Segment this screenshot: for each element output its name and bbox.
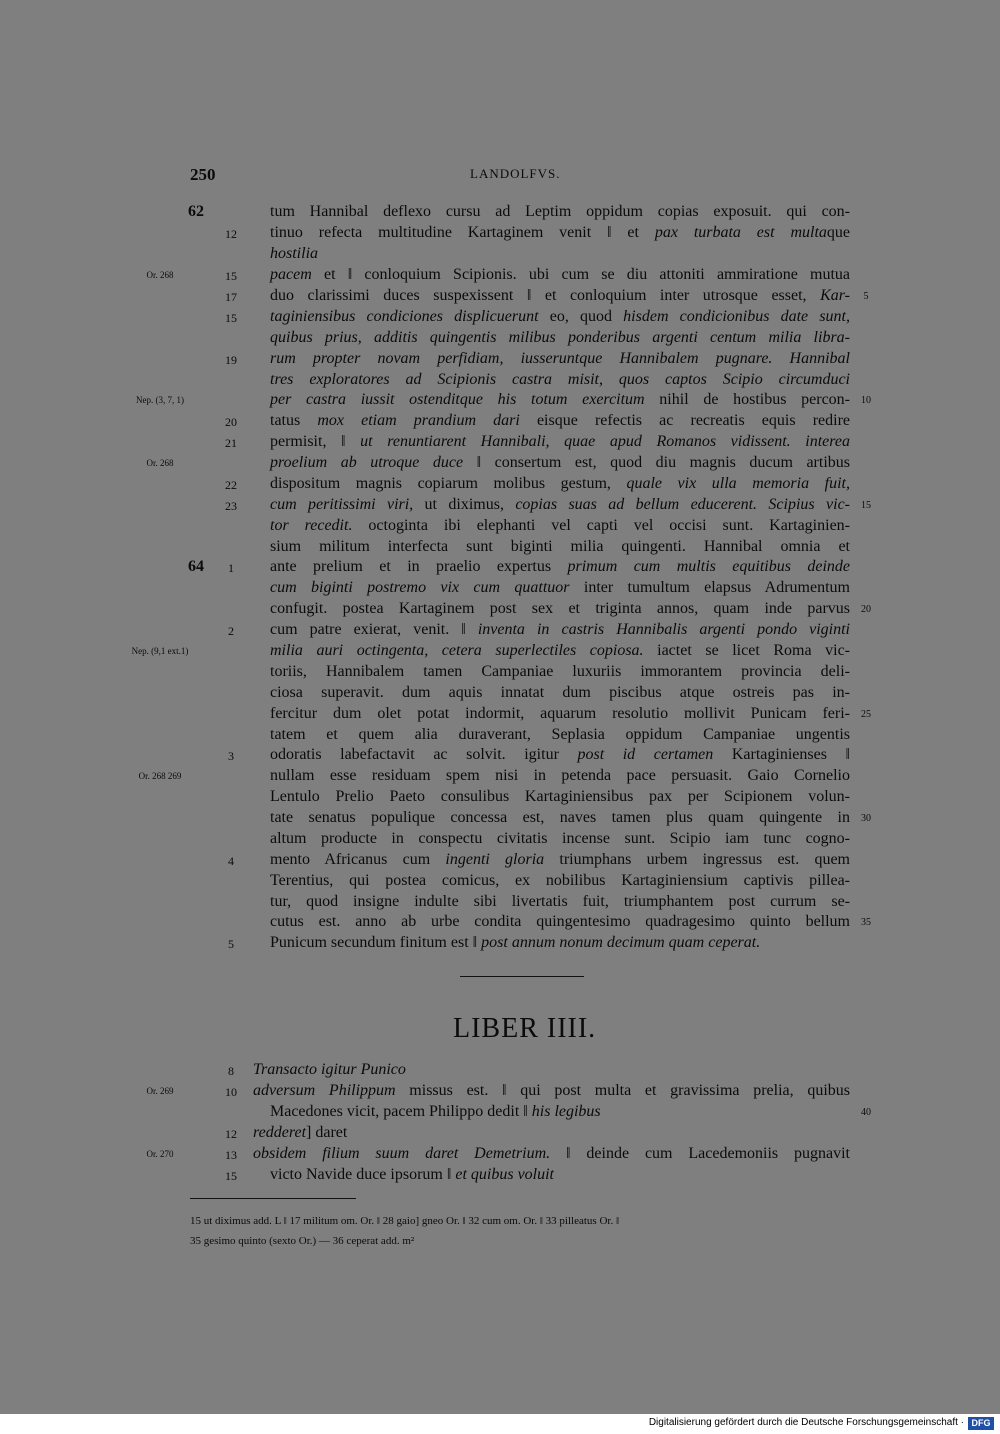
line-text: taginiensibus condiciones displicuerunt eo, quod hisdem condicionibus date sunt, xyxy=(270,308,850,325)
section-divider xyxy=(460,976,584,977)
line-number: 25 xyxy=(861,709,871,720)
line-number: 20 xyxy=(861,604,871,615)
verse-number: 20 xyxy=(225,415,237,429)
text-line xyxy=(0,1166,1000,1187)
line-text: quibus prius, additis quingentis milibus ponderibus argenti centum milia libra- xyxy=(270,329,850,346)
text-line xyxy=(0,1124,1000,1145)
text-line xyxy=(0,767,1000,788)
text-line xyxy=(0,287,1000,308)
text-line xyxy=(0,308,1000,329)
text-line xyxy=(0,788,1000,809)
footnote-line: 35 gesimo quinto (sexto Or.) — 36 ceperat add. m² xyxy=(190,1235,415,1247)
line-text: Terentius, qui postea comicus, ex nobilibus Kartaginiensium captivis pillea- xyxy=(270,872,850,889)
line-text: Transacto igitur Punico xyxy=(253,1061,406,1078)
book-marker: 62 xyxy=(188,203,204,220)
verse-number: 19 xyxy=(225,353,237,367)
line-text: cutus est. anno ab urbe condita quingentesimo quadragesimo quinto bellum xyxy=(270,913,850,930)
text-line xyxy=(0,726,1000,747)
verse-number: 2 xyxy=(228,624,234,638)
text-line xyxy=(0,684,1000,705)
text-line xyxy=(0,266,1000,287)
text-line xyxy=(0,538,1000,559)
text-line xyxy=(0,1061,1000,1082)
text-line xyxy=(0,224,1000,245)
line-text: Punicum secundum finitum est ‖ post annum nonum decimum quam ceperat. xyxy=(270,934,761,951)
source-ref: Or. 270 xyxy=(146,1149,174,1159)
verse-number: 15 xyxy=(225,311,237,325)
text-line xyxy=(0,642,1000,663)
line-text: adversum Philippum missus est. ‖ qui post multa et gravissima prelia, quibus xyxy=(253,1082,851,1099)
line-number: 30 xyxy=(861,813,871,824)
line-text: milia auri octingenta, cetera superlectiles copiosa. iactet se licet Roma vic- xyxy=(270,642,851,659)
source-ref: Or. 269 xyxy=(146,1086,174,1096)
line-number: 40 xyxy=(861,1107,871,1118)
line-text: redderet] daret xyxy=(253,1124,348,1141)
line-text: sium militum interfecta sunt biginti milia quingenti. Hannibal omnia et xyxy=(270,538,850,555)
line-text: ciosa superavit. dum aquis innatat dum piscibus atque ostreis pas in- xyxy=(270,684,850,701)
line-text: hostilia xyxy=(270,245,319,262)
line-text: tatem et quem alia duraverant, Seplasia oppidum Campaniae ungentis xyxy=(270,726,850,743)
line-text: proelium ab utroque duce ‖ consertum est, quod diu magnis ducum artibus xyxy=(270,454,851,471)
section-heading: LIBER IIII. xyxy=(453,1013,597,1044)
line-text: victo Navide duce ipsorum ‖ et quibus voluit xyxy=(270,1166,554,1183)
line-text: confugit. postea Kartaginem post sex et triginta annos, quam inde parvus xyxy=(270,600,850,617)
verse-number: 17 xyxy=(225,290,237,304)
verse-number: 12 xyxy=(225,1127,237,1141)
text-line xyxy=(0,705,1000,726)
line-text: pacem et ‖ conloquium Scipionis. ubi cum se diu attoniti ammiratione mutua xyxy=(270,266,850,283)
text-line xyxy=(0,475,1000,496)
line-text: odoratis labefactavit ac solvit. igitur post id certamen Kartaginienses ‖ xyxy=(270,746,851,763)
text-line xyxy=(0,830,1000,851)
line-text: Macedones vicit, pacem Philippo dedit ‖ his legibus xyxy=(270,1103,601,1120)
page-number: 250 xyxy=(190,165,216,184)
text-line xyxy=(0,412,1000,433)
line-number: 10 xyxy=(861,395,871,406)
text-line xyxy=(0,746,1000,767)
verse-number: 13 xyxy=(225,1148,237,1162)
verse-number: 3 xyxy=(228,749,234,763)
text-line xyxy=(0,872,1000,893)
text-line xyxy=(0,1145,1000,1166)
text-line xyxy=(0,851,1000,872)
line-text: ante prelium et in praelio expertus primum cum multis equitibus deinde xyxy=(270,558,851,575)
text-line xyxy=(0,600,1000,621)
verse-number: 8 xyxy=(228,1064,234,1078)
source-ref: Or. 268 xyxy=(146,270,174,280)
funding-notice: Digitalisierung gefördert durch die Deutsche Forschungsgemeinschaft · xyxy=(648,1417,964,1428)
line-text: cum biginti postremo vix cum quattuor inter tumultum elapsus Adrumentum xyxy=(270,579,850,596)
line-text: nullam esse residuam spem nisi in petenda pace persuasit. Gaio Cornelio xyxy=(270,767,850,784)
running-title: LANDOLFVS. xyxy=(470,166,561,181)
text-line xyxy=(0,621,1000,642)
source-ref: Nep. (3, 7, 1) xyxy=(136,395,184,405)
text-line xyxy=(0,433,1000,454)
verse-number: 21 xyxy=(225,436,237,450)
text-line xyxy=(0,454,1000,475)
verse-number: 5 xyxy=(228,937,234,951)
text-line xyxy=(0,329,1000,350)
text-line xyxy=(0,1082,1000,1103)
line-text: tinuo refecta multitudine Kartaginem venit ‖ et pax turbata est multaque xyxy=(270,224,851,241)
footer-bar xyxy=(0,1414,1000,1434)
line-text: duo clarissimi duces suspexissent ‖ et conloquium inter utrosque esset, Kar- xyxy=(270,287,850,304)
line-text: tate senatus populique concessa est, naves tamen plus quam quingente in xyxy=(270,809,850,826)
text-line xyxy=(0,913,1000,934)
text-line xyxy=(0,391,1000,412)
text-line xyxy=(0,558,1000,579)
text-line xyxy=(0,893,1000,914)
footnote-rule xyxy=(190,1198,356,1199)
text-line xyxy=(0,496,1000,517)
line-number: 35 xyxy=(861,917,871,928)
text-line xyxy=(0,1103,1000,1124)
line-text: mento Africanus cum ingenti gloria triumphans urbem ingressus est. quem xyxy=(270,851,850,868)
line-text: toriis, Hannibalem tamen Campaniae luxuriis immorantem provincia deli- xyxy=(270,663,850,680)
text-line xyxy=(0,350,1000,371)
line-text: fercitur dum olet potat indormit, aquarum resolutio mollivit Punicam feri- xyxy=(270,705,850,722)
verse-number: 4 xyxy=(228,854,234,868)
text-line xyxy=(0,663,1000,684)
verse-number: 12 xyxy=(225,227,237,241)
text-line xyxy=(0,203,1000,224)
line-text: dispositum magnis copiarum molibus gestum, quale vix ulla memoria fuit, xyxy=(270,475,850,492)
line-text: Lentulo Prelio Paeto consulibus Kartaginiensibus pax per Scipionem volun- xyxy=(270,788,850,805)
line-text: cum peritissimi viri, ut diximus, copias suas ad bellum educerent. Scipius vic- xyxy=(270,496,850,513)
line-text: tor recedit. octoginta ibi elephanti vel capti vel occisi sunt. Kartaginien- xyxy=(270,517,851,534)
verse-number: 15 xyxy=(225,1169,237,1183)
book-marker: 64 xyxy=(188,558,204,575)
source-ref: Or. 268 xyxy=(146,458,174,468)
line-text: altum producte in conspectu civitatis incense sunt. Scipio iam tunc cogno- xyxy=(270,830,850,847)
line-number: 5 xyxy=(863,291,869,302)
verse-number: 22 xyxy=(225,478,237,492)
verse-number: 23 xyxy=(225,499,237,513)
text-line xyxy=(0,579,1000,600)
text-line xyxy=(0,245,1000,266)
line-text: obsidem filium suum daret Demetrium. ‖ deinde cum Lacedemoniis pugnavit xyxy=(253,1145,851,1162)
line-text: per castra iussit ostenditque his totum exercitum nihil de hostibus percon- xyxy=(270,391,850,408)
line-text: tres exploratores ad Scipionis castra misit, quos captos Scipio circumduci xyxy=(270,371,850,388)
text-line xyxy=(0,371,1000,392)
text-line xyxy=(0,517,1000,538)
verse-number: 10 xyxy=(225,1085,237,1099)
line-text: tur, quod insigne indulte sibi livertatis fuit, triumphantem post currum se- xyxy=(270,893,850,910)
text-line xyxy=(0,934,1000,955)
dfg-logo-icon: DFG xyxy=(968,1417,994,1430)
line-text: tum Hannibal deflexo cursu ad Leptim oppidum copias exposuit. qui con- xyxy=(270,203,850,220)
verse-number: 15 xyxy=(225,269,237,283)
footnote-line: 15 ut diximus add. L ‖ 17 militum om. Or. ‖ 28 gaio] gneo Or. ‖ 32 cum om. Or. ‖ 33 pilleatus Or. ‖ xyxy=(190,1215,620,1227)
text-line xyxy=(0,809,1000,830)
line-number: 15 xyxy=(861,500,871,511)
verse-number: 1 xyxy=(228,561,234,575)
line-text: tatus mox etiam prandium dari eisque refectis ac recreatis equis redire xyxy=(270,412,850,429)
line-text: cum patre exierat, venit. ‖ inventa in castris Hannibalis argenti pondo viginti xyxy=(270,621,851,638)
source-ref: Nep. (9,1 ext.1) xyxy=(131,646,189,656)
line-text: rum propter novam perfidiam, iusseruntque Hannibalem pugnare. Hannibal xyxy=(270,350,850,367)
source-ref: Or. 268 269 xyxy=(138,771,182,781)
line-text: permisit, ‖ ut renuntiarent Hannibali, quae apud Romanos vidissent. interea xyxy=(270,433,851,450)
